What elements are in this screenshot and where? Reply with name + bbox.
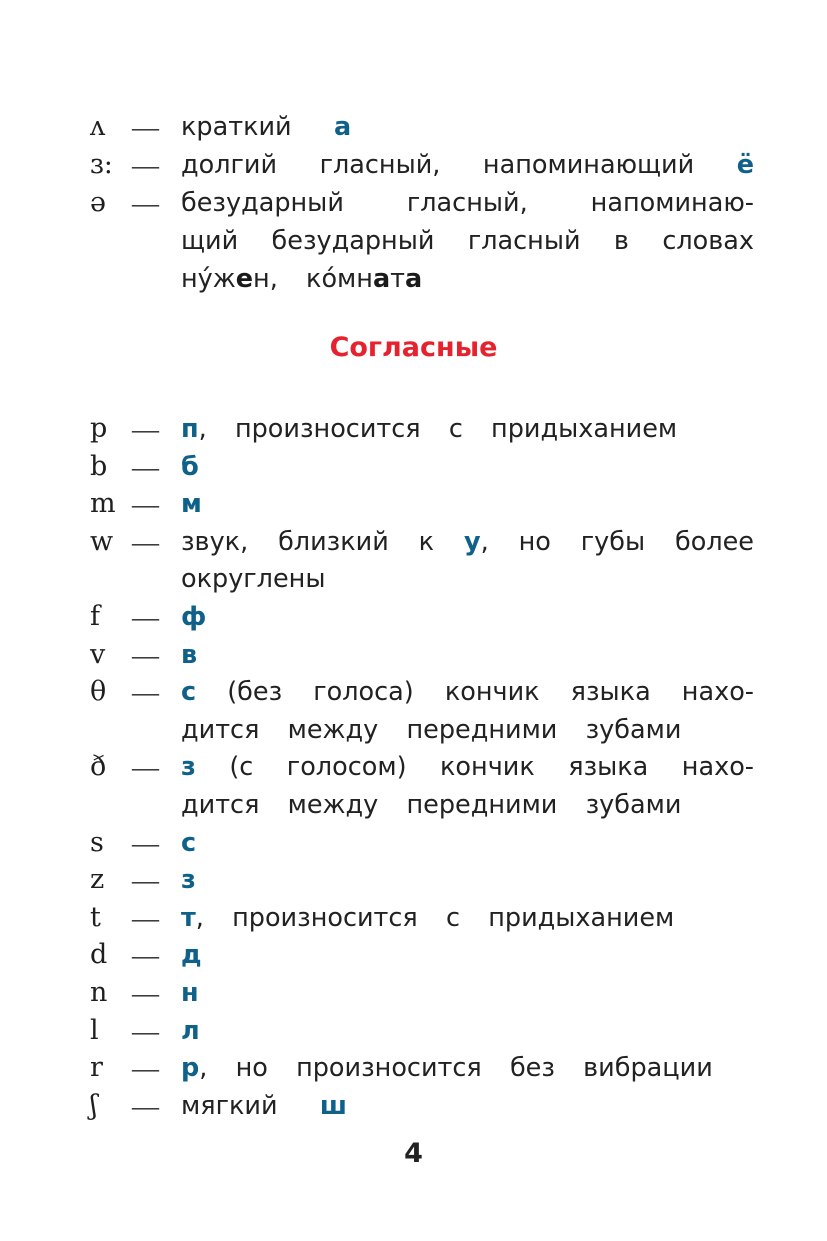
dash-separator: — [132,902,159,933]
entry-row [88,861,754,899]
entry-row [88,1012,754,1050]
dash-separator: — [132,1090,159,1121]
entry-continuation-line [88,560,754,598]
description [181,636,754,674]
entry-row [88,974,754,1012]
page-number: 4 [404,1138,423,1169]
russian-equivalent-letter: б [181,451,199,482]
ipa-symbol: b [90,450,108,482]
ipa-symbol: n [90,977,108,1008]
russian-equivalent-letter: м [181,489,202,520]
description-text: округлены [181,564,326,595]
description [181,222,754,260]
description [181,485,754,523]
russian-equivalent-letter: д [181,940,202,971]
dash-separator: — [132,150,159,180]
russian-equivalent-letter: ё [736,150,754,180]
russian-equivalent-letter: п [181,414,199,444]
dash-separator: — [132,752,159,783]
emphasized-letter: а [372,264,391,294]
description [181,824,754,862]
dash-separator: — [132,1053,159,1084]
description [181,184,754,222]
description [181,786,754,824]
ipa-symbol: w [90,525,114,557]
entry-row [88,1049,754,1087]
russian-equivalent-letter: з [181,752,196,783]
description-text: дится между передними зубами [181,714,682,745]
russian-equivalent-letter: т [181,902,196,933]
entry-row [88,108,754,146]
ipa-symbol: θ [90,676,107,708]
description-text: безударный гласный, напоминаю- [181,188,754,218]
description [181,598,754,636]
description [181,899,754,937]
ipa-symbol: ʃ [90,1089,98,1121]
description-text: , произносится с придыханием [198,414,678,444]
russian-equivalent-letter: с [181,677,197,708]
entry-continuation-line [88,786,754,824]
ipa-symbol: m [90,488,116,520]
entry-row [88,748,754,786]
entry-row [88,485,754,523]
entry-row [88,184,754,222]
description [181,1087,754,1125]
description [181,748,754,786]
dash-separator: — [132,865,159,896]
ipa-symbol: v [90,638,106,670]
entry-continuation-line [88,711,754,749]
description [181,448,754,486]
russian-equivalent-letter: р [181,1053,200,1084]
dash-separator: — [132,451,159,482]
description-text: краткий [181,112,334,142]
entry-row [88,636,754,674]
description [181,1012,754,1050]
dash-separator: — [132,414,159,444]
description-text: звук, близкий к [181,526,464,557]
entry-row [88,673,754,711]
description [181,974,754,1012]
entry-row [88,448,754,486]
russian-equivalent-letter: с [181,827,197,858]
description [181,936,754,974]
ipa-symbol: f [90,601,100,632]
entry-row [88,824,754,862]
description [181,108,754,146]
description [181,1049,754,1087]
entry-row [88,410,754,448]
description-text: долгий гласный, напоминающий [181,150,737,180]
dash-separator: — [132,827,159,858]
ipa-symbol: r [90,1052,103,1084]
entry-row [88,598,754,636]
dash-separator: — [132,188,159,218]
dash-separator: — [132,639,159,670]
russian-equivalent-letter: з [181,865,196,896]
russian-equivalent-letter: ш [319,1090,347,1121]
ipa-symbol: ɜ: [90,149,113,180]
description-text: , произносится с придыханием [195,902,675,933]
entry-continuation-line [88,260,754,298]
description-text: мягкий [181,1090,320,1121]
russian-equivalent-letter: ф [181,602,207,632]
dash-separator: — [132,112,159,142]
dash-separator: — [132,489,159,520]
dash-separator: — [132,677,159,708]
ipa-symbol: t [90,901,101,933]
section-heading: Согласные [329,332,498,363]
emphasized-letter: а [405,264,423,294]
description [181,146,754,184]
entry-row [88,146,754,184]
entry-row [88,899,754,937]
description-text: т [390,264,406,294]
dash-separator: — [132,602,159,632]
ipa-symbol: ə [90,187,106,218]
description-text: дится между передними зубами [181,790,682,820]
description [181,410,754,448]
entry-row [88,1087,754,1125]
entry-row [88,936,754,974]
description-text: н, ко́мн [253,264,373,294]
russian-equivalent-letter: н [181,978,199,1008]
dash-separator: — [132,978,159,1008]
description [181,673,754,711]
description-text: , но произносится без вибрации [199,1053,713,1084]
dash-separator: — [132,526,159,557]
description-text: щий безударный гласный в словах [181,226,754,256]
description-text: ну́ж [181,264,236,294]
description [181,260,754,298]
description [181,861,754,899]
ipa-symbol: p [90,413,108,444]
russian-equivalent-letter: а [333,112,352,142]
emphasized-letter: е [235,264,254,294]
description-text: (с голосом) кончик языка нахо- [195,752,754,783]
ipa-symbol: l [90,1014,99,1046]
ipa-symbol: d [90,939,108,971]
ipa-symbol: ð [90,751,107,783]
entry-row [88,523,754,561]
russian-equivalent-letter: у [463,526,481,557]
description [181,560,754,598]
description [181,711,754,749]
description-text: (без голоса) кончик языка нахо- [196,677,754,708]
description [181,523,754,561]
russian-equivalent-letter: л [181,1015,200,1046]
dash-separator: — [132,940,159,971]
ipa-symbol: z [90,864,105,896]
entry-continuation-line [88,222,754,260]
ipa-symbol: ʌ [90,111,106,142]
description-text: , но губы более [480,526,754,557]
russian-equivalent-letter: в [181,639,198,670]
ipa-symbol: s [90,826,104,858]
dash-separator: — [132,1015,159,1046]
